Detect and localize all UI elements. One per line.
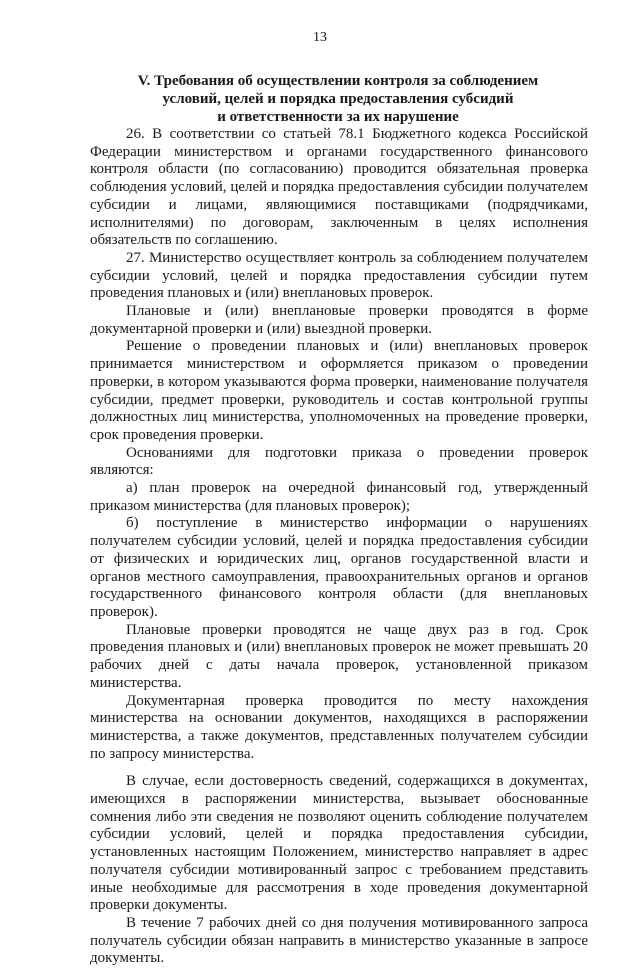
paragraph: В течение 7 рабочих дней со дня получения мотивированного запроса получатель субсидии обязан направить в министерство указанные в запросе документы.: [90, 914, 588, 967]
list-item-b: б) поступление в министерство информации о нарушениях получателем субсидии условий, целей и порядка предоставления субсидии от физических и юридических лиц, органов государственной власти и органов местного самоуправления, правоохранительных органов и органов государственного финансового контроля области (для внеплановых проверок).: [90, 515, 588, 620]
section-heading: [88, 72, 588, 126]
section-heading-line: условий, целей и порядка предоставления субсидий: [162, 91, 514, 107]
section-heading-line: V. Требования об осуществлении контроля за соблюдением: [137, 73, 539, 89]
document-body: [90, 126, 588, 968]
section-heading-line: и ответственности за их нарушение: [217, 109, 459, 125]
paragraph: Основаниями для подготовки приказа о проведении проверок являются:: [90, 444, 588, 479]
list-item-a: а) план проверок на очередной финансовый год, утвержденный приказом министерства (для плановых проверок);: [90, 480, 588, 514]
paragraph: Плановые и (или) внеплановые проверки проводятся в форме документарной проверки и (или) выездной проверки.: [90, 303, 588, 337]
paragraph-27: 27. Министерство осуществляет контроль за соблюдением получателем субсидии условий, целей и порядка предоставления субсидии путем проведения плановых и (или) внеплановых проверок.: [90, 249, 588, 302]
paragraph: Плановые проверки проводятся не чаще двух раз в год. Срок проведения плановых и (или) внеплановых проверок не может превышать 20 рабочих дней с даты начала проверок, установленной приказом министерства.: [90, 621, 588, 691]
paragraph: Документарная проверка проводится по месту нахождения министерства на основании документов, находящихся в распоряжении министерства, а также документов, представленных получателем субсидии по запросу министерства.: [90, 692, 588, 762]
paragraph-26: 26. В соответствии со статьей 78.1 Бюджетного кодекса Российской Федерации министерством и органами государственного финансового контроля области (по согласованию) проводится обязательная проверка соблюдения условий, целей и порядка предоставления субсидии получателем субсидии и лицами, являющимися поставщиками (подрядчиками, исполнителями) по договорам, заключенным в целях исполнения обязательств по соглашению.: [90, 126, 588, 249]
page-number: 13: [313, 30, 327, 45]
paragraph: В случае, если достоверность сведений, содержащихся в документах, имеющихся в распоряжении министерства, вызывает обоснованные сомнения либо эти сведения не позволяют оценить соблюдение получателем субсидии условий, целей и порядка предоставления субсидии, установленных настоящим Положением, министерство направляет в адрес получателя субсидии мотивированный запрос с требованием представить иные необходимые для рассмотрения в ходе проведения документарной проверки документы.: [90, 773, 588, 914]
paragraph: Решение о проведении плановых и (или) внеплановых проверок принимается министерством и оформляется приказом о проведении проверки, в котором указываются форма проверки, наименование получателя субсидии, предмет проверки, руководитель и состав контрольной группы должностных лиц министерства, уполномоченных на проведение проверки, срок проведения проверки.: [90, 338, 588, 443]
